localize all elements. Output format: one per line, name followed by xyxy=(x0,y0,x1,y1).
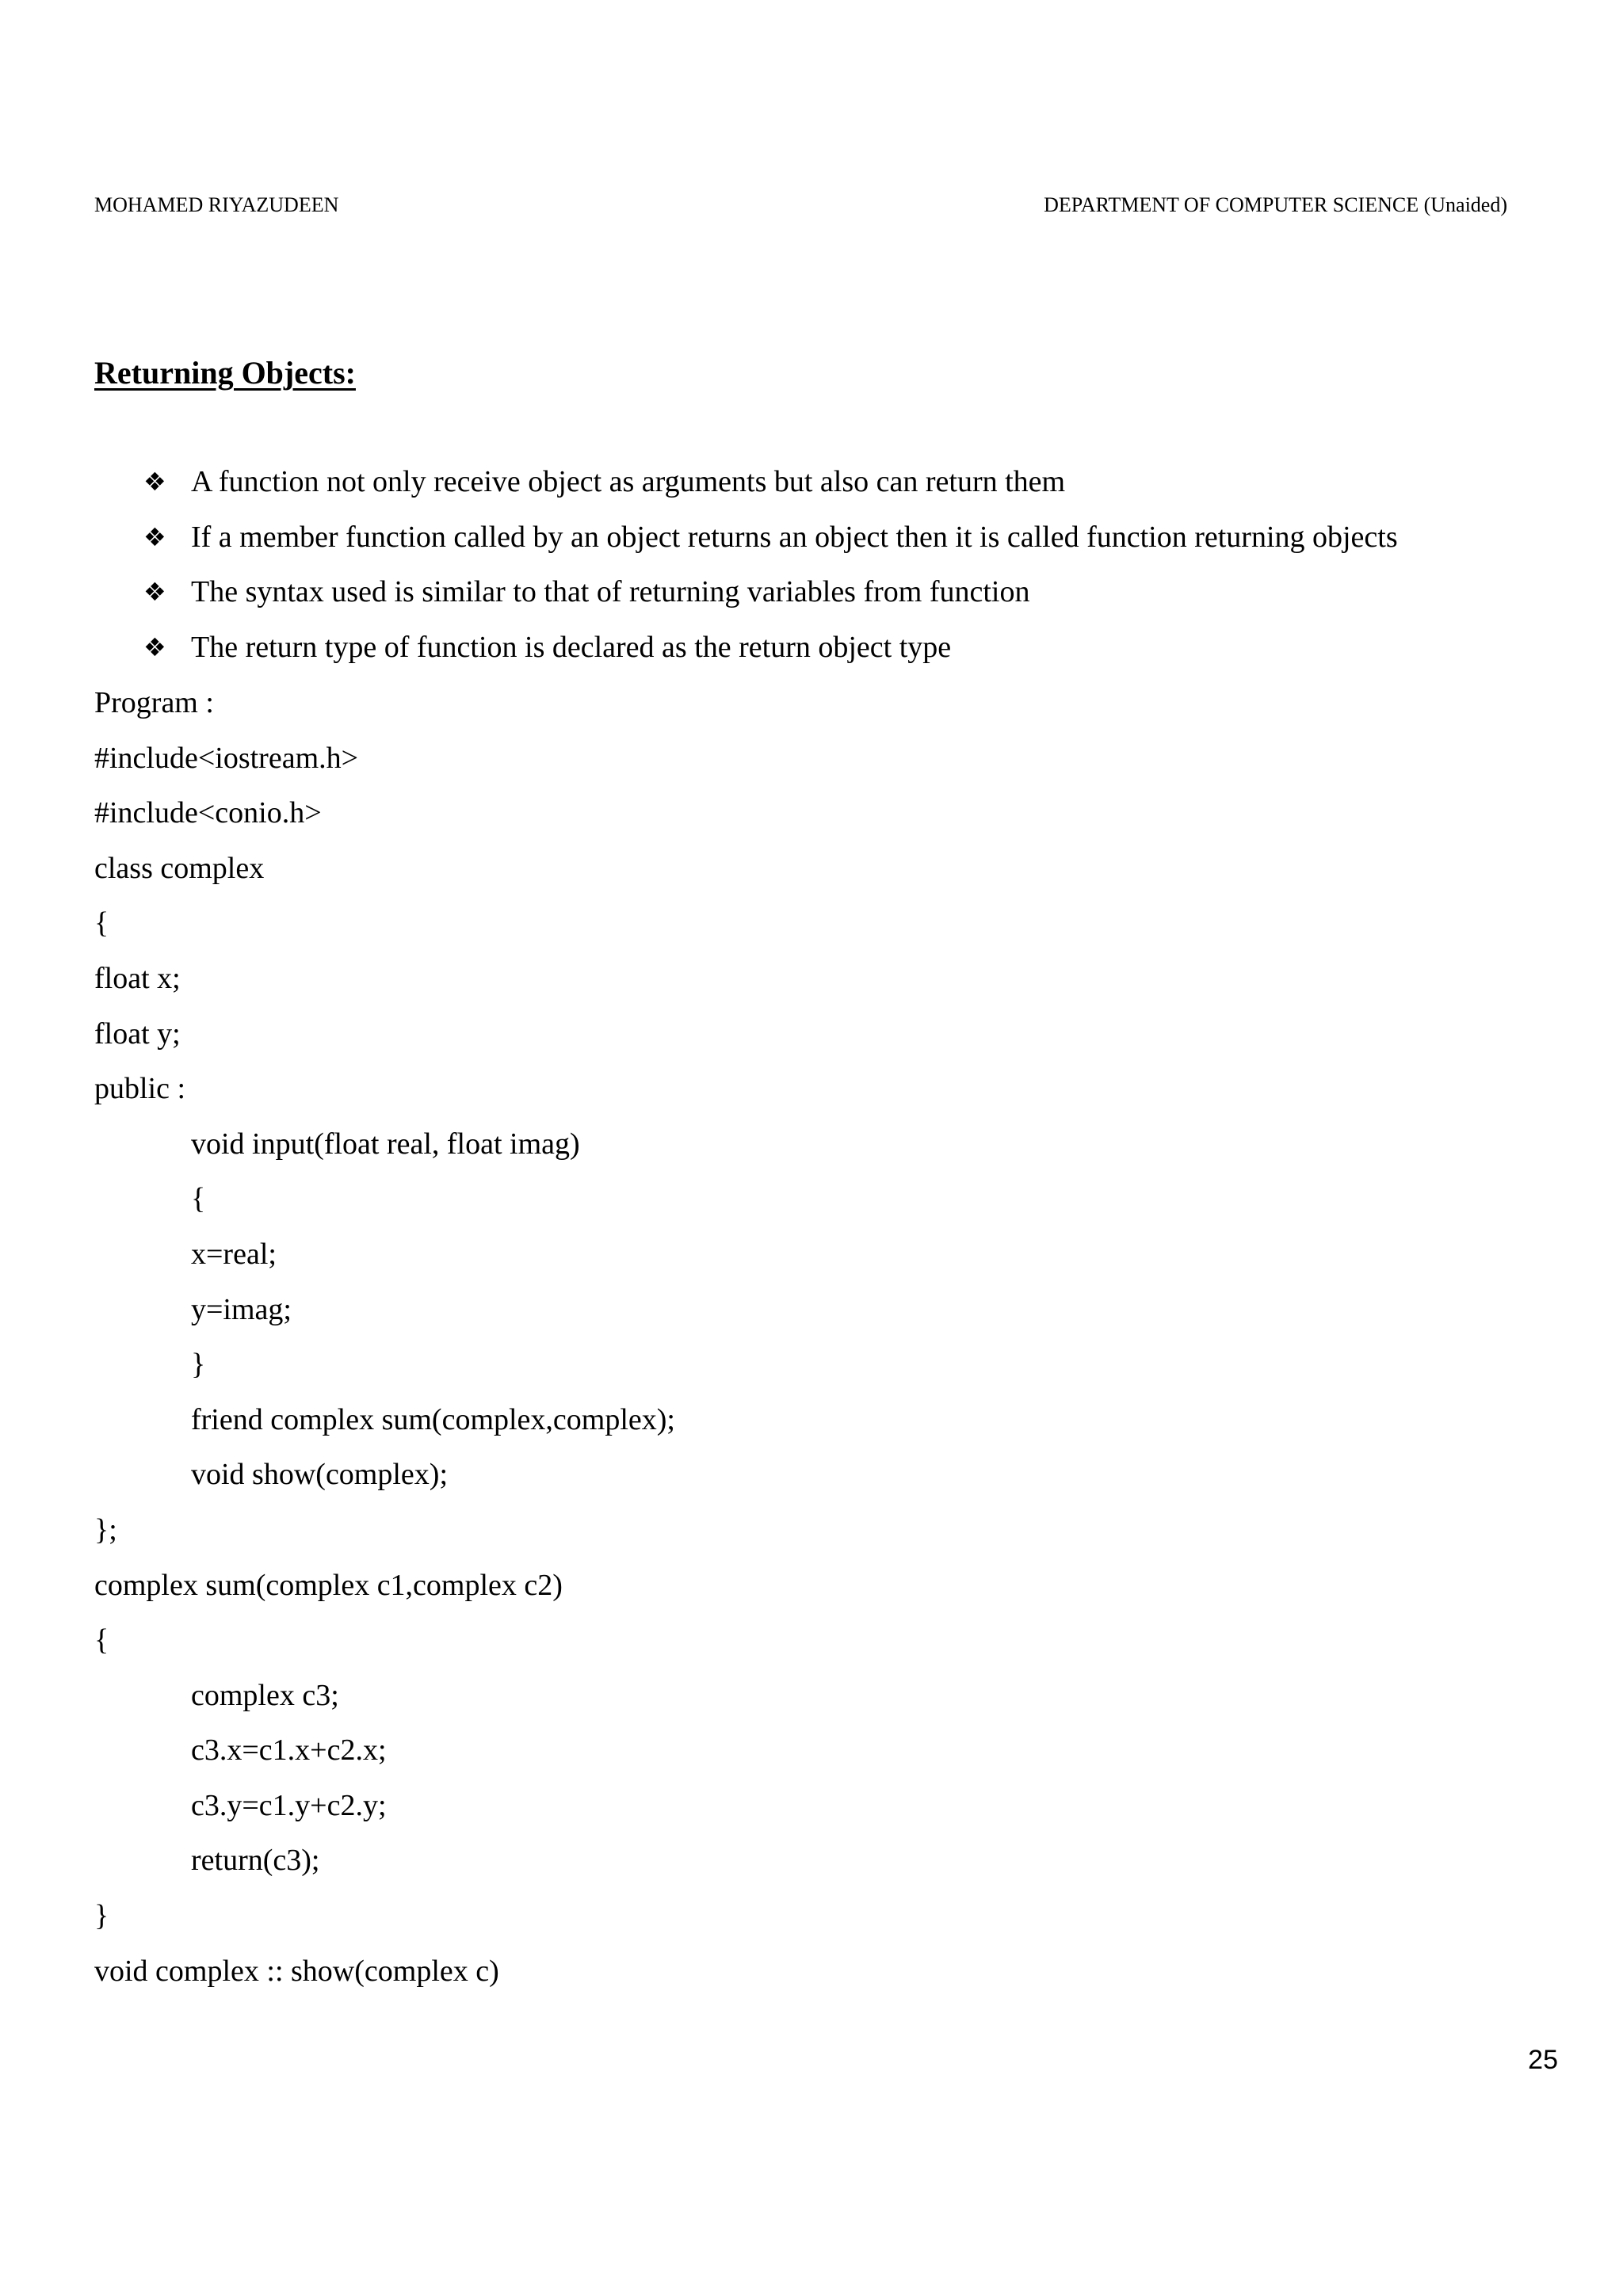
code-line xyxy=(0,1012,1623,1067)
code-line xyxy=(0,956,1623,1012)
code-text: { xyxy=(94,906,109,940)
diamond-bullet-icon: ❖ xyxy=(143,577,166,608)
code-text: { xyxy=(191,1182,206,1216)
bullet-text: If a member function called by an object returns an object then it is called function returning objects xyxy=(191,520,1398,554)
bullet-item xyxy=(0,625,1623,681)
code-line xyxy=(0,1287,1623,1343)
code-line xyxy=(0,1177,1623,1232)
code-line xyxy=(0,1452,1623,1508)
code-line xyxy=(0,1949,1623,2004)
code-text: x=real; xyxy=(191,1237,277,1271)
header-author: MOHAMED RIYAZUDEEN xyxy=(94,193,339,216)
code-line xyxy=(0,791,1623,846)
bullet-item xyxy=(0,460,1623,515)
code-text: { xyxy=(94,1623,109,1657)
code-line xyxy=(0,846,1623,902)
program-listing xyxy=(0,681,1623,2004)
code-line xyxy=(0,1122,1623,1177)
code-text: float y; xyxy=(94,1016,181,1051)
header-department: DEPARTMENT OF COMPUTER SCIENCE (Unaided) xyxy=(1044,193,1507,216)
code-line xyxy=(0,1728,1623,1783)
code-text: return(c3); xyxy=(191,1844,320,1878)
code-text: friend complex sum(complex,complex); xyxy=(191,1402,675,1436)
code-line xyxy=(0,1618,1623,1673)
code-text: #include<conio.h> xyxy=(94,796,322,830)
code-text: void complex :: show(complex c) xyxy=(94,1954,499,1988)
code-text: complex sum(complex c1,complex c2) xyxy=(94,1568,563,1602)
code-text: } xyxy=(191,1348,206,1382)
code-line xyxy=(0,1894,1623,1949)
code-text: complex c3; xyxy=(191,1678,339,1712)
bullet-text: The return type of function is declared as the return object type xyxy=(191,630,952,664)
diamond-bullet-icon: ❖ xyxy=(143,467,166,497)
code-line xyxy=(0,736,1623,791)
diamond-bullet-icon: ❖ xyxy=(143,631,166,662)
section-title: Returning Objects: xyxy=(94,355,356,391)
bullet-text: A function not only receive object as arguments but also can return them xyxy=(191,465,1066,498)
page-number: 25 xyxy=(1528,2045,1558,2075)
code-line xyxy=(0,1342,1623,1398)
code-line xyxy=(0,1783,1623,1839)
code-text: c3.y=c1.y+c2.y; xyxy=(191,1788,387,1822)
code-line xyxy=(0,1838,1623,1894)
code-line xyxy=(0,901,1623,956)
code-text: public : xyxy=(94,1072,186,1106)
code-line xyxy=(0,1508,1623,1563)
code-line xyxy=(0,1232,1623,1287)
code-text: void show(complex); xyxy=(191,1458,449,1492)
code-text: #include<iostream.h> xyxy=(94,741,359,775)
program-label: Program : xyxy=(94,686,214,719)
code-line xyxy=(0,1673,1623,1729)
code-text: y=imag; xyxy=(191,1292,292,1326)
bullet-item xyxy=(0,515,1623,570)
bullet-text: The syntax used is similar to that of returning variables from function xyxy=(191,575,1030,609)
diamond-bullet-icon: ❖ xyxy=(143,521,166,552)
code-line xyxy=(0,1398,1623,1453)
code-line xyxy=(0,1563,1623,1619)
code-text: void input(float real, float imag) xyxy=(191,1127,580,1161)
bullet-item xyxy=(0,570,1623,625)
code-text: } xyxy=(94,1899,109,1933)
code-text: c3.x=c1.x+c2.x; xyxy=(191,1733,387,1768)
code-line xyxy=(0,681,1623,736)
code-text: class complex xyxy=(94,851,265,885)
code-text: float x; xyxy=(94,961,181,995)
code-text: }; xyxy=(94,1512,117,1547)
bullet-list xyxy=(0,460,1623,680)
code-line xyxy=(0,1066,1623,1122)
